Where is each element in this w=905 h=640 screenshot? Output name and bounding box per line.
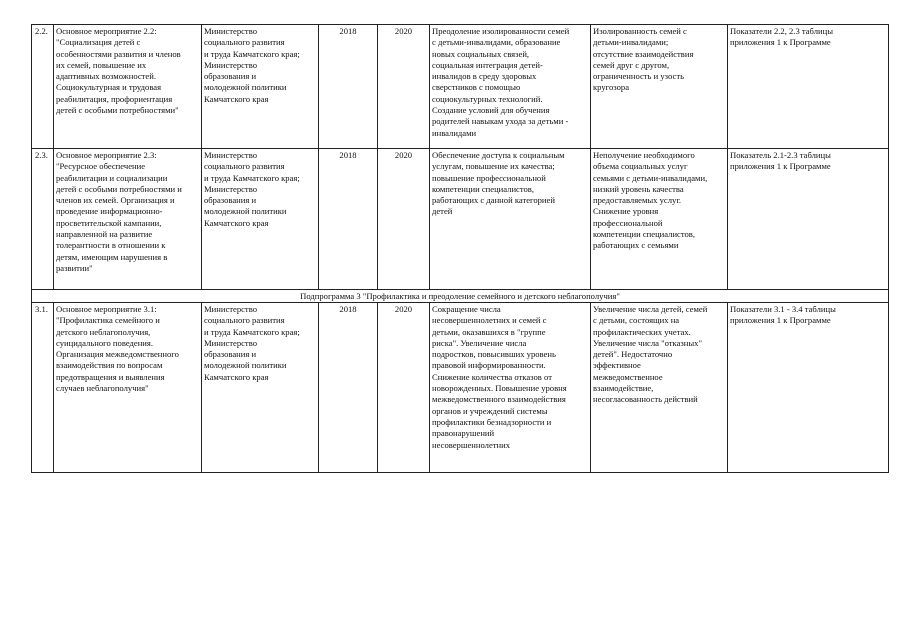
cell-line: правонарушений	[432, 428, 495, 439]
cell-line: Камчатского края	[204, 217, 269, 228]
measure-cell	[54, 25, 202, 149]
cell-line: реабилитации и социализации	[56, 172, 168, 183]
cell-line: образования и	[204, 349, 257, 360]
table-row	[32, 25, 889, 149]
cell-line: подростков, повысивших уровень	[432, 349, 556, 360]
cell-line: молодежной политики	[204, 206, 287, 217]
end-year: 2020	[378, 303, 430, 473]
cell-line: детей с особыми потребностями и	[56, 183, 182, 194]
cell-line: правовой информированности.	[432, 360, 546, 371]
cell-line: семей друг с другом,	[593, 59, 670, 70]
cell-line: предотвращения и выявления	[56, 371, 165, 382]
cell-line: взаимодействие,	[593, 383, 654, 394]
cell-line: кругозора	[593, 82, 630, 93]
cell-line: эффективное	[593, 360, 641, 371]
cell-line: особенностями развития и членов	[56, 48, 181, 59]
cell-line: ограниченность и узость	[593, 71, 685, 82]
table-row	[32, 149, 889, 290]
cell-line: Неполучение необходимого	[593, 150, 695, 160]
expected-result-cell	[430, 25, 591, 149]
cell-line: Организация межведомственного	[56, 349, 179, 360]
cell-line: услугам, повышение их качества;	[432, 161, 555, 172]
cell-line: социальная интеграция детей-	[432, 59, 543, 70]
cell-line: Обеспечение доступа к социальным	[432, 150, 565, 160]
indicators-cell	[728, 25, 889, 149]
subprogram-row	[32, 290, 889, 303]
cell-line: предоставляемых услуг.	[593, 195, 682, 206]
cell-line: Снижение уровня	[593, 206, 659, 217]
cell-line: случаев неблагополучия"	[56, 383, 149, 394]
cell-line: образования и	[204, 195, 257, 206]
expected-result-cell	[430, 303, 591, 473]
cell-line: приложения 1 к Программе	[730, 37, 831, 48]
cell-line: Сокращение числа	[432, 304, 501, 314]
cell-line: и труда Камчатского края;	[204, 172, 300, 183]
measure-cell	[54, 303, 202, 473]
cell-line: взаимодействия по вопросам	[56, 360, 163, 371]
cell-line: Показатели 2.2, 2.3 таблицы	[730, 26, 833, 36]
cell-line: межведомственное	[593, 371, 663, 382]
cell-line: просветительской кампании,	[56, 217, 162, 228]
cell-line: их семей, повышение их	[56, 59, 147, 70]
measure-cell	[54, 149, 202, 290]
cell-line: новорожденных. Повышение уровня	[432, 383, 567, 394]
cell-line: и труда Камчатского края;	[204, 48, 300, 59]
cell-line: образования и	[204, 71, 257, 82]
cell-line: и труда Камчатского края;	[204, 326, 300, 337]
cell-line: Камчатского края	[204, 371, 269, 382]
cell-line: социального развития	[204, 37, 285, 48]
cell-line: риска". Увеличение числа	[432, 337, 527, 348]
cell-line: Министерство	[204, 304, 257, 314]
cell-line: Показатели 3.1 - 3.4 таблицы	[730, 304, 836, 314]
cell-line: толерантности в отношении к	[56, 240, 166, 251]
cell-line: детей с особыми потребностями"	[56, 105, 179, 116]
cell-line: Министерство	[204, 59, 257, 70]
cell-line: отсутствие взаимодействия	[593, 48, 694, 59]
cell-line: низкий уровень качества	[593, 183, 684, 194]
cell-line: детей". Недостаточно	[593, 349, 673, 360]
cell-line: Увеличение числа "отказных"	[593, 337, 702, 348]
cell-line: Увеличение числа детей, семей	[593, 304, 708, 314]
subprogram-title: Подпрограмма 3 "Профилактика и преодоление семейного и детского неблагополучия"	[32, 290, 889, 303]
executor-cell	[202, 149, 319, 290]
cell-line: объема социальных услуг	[593, 161, 688, 172]
cell-line: проведение информационно-	[56, 206, 163, 217]
row-number: 3.1.	[32, 303, 54, 473]
expected-result-cell	[430, 149, 591, 290]
cell-line: развитии"	[56, 262, 93, 273]
cell-line: межведомственного взаимодействия	[432, 394, 566, 405]
cell-line: родителей навыкам ухода за детьми -	[432, 116, 569, 127]
cell-line: профилактических учетах.	[593, 326, 691, 337]
cell-line: адаптивных возможностей.	[56, 71, 156, 82]
cell-line: несогласованность действий	[593, 394, 698, 405]
cell-line: Камчатского края	[204, 93, 269, 104]
executor-cell	[202, 25, 319, 149]
cell-line: "Профилактика семейного и	[56, 315, 160, 326]
cell-line: Снижение количества отказов от	[432, 371, 552, 382]
cell-line: с детьми, состоящих на	[593, 315, 680, 326]
cell-line: приложения 1 к Программе	[730, 315, 831, 326]
cell-line: "Ресурсное обеспечение	[56, 161, 146, 172]
row-number: 2.2.	[32, 25, 54, 149]
cell-line: профессиональной	[593, 217, 663, 228]
cell-line: компетенции специалистов,	[432, 183, 534, 194]
cell-line: реабилитация, профориентация	[56, 93, 173, 104]
cell-line: детьми, оказавшихся в "группе	[432, 326, 546, 337]
cell-line: органов и учреждений системы	[432, 405, 548, 416]
cell-line: социального развития	[204, 161, 285, 172]
cell-line: Основное мероприятие 2.2:	[56, 26, 157, 36]
cell-line: Показатель 2.1-2.3 таблицы	[730, 150, 831, 160]
consequences-cell	[591, 149, 728, 290]
indicators-cell	[728, 303, 889, 473]
cell-line: Изолированность семей с	[593, 26, 687, 36]
cell-line: новых социальных связей,	[432, 48, 530, 59]
cell-line: членов их семей. Организация и	[56, 195, 175, 206]
cell-line: социокультурных технологий.	[432, 93, 543, 104]
cell-line: с детьми-инвалидами, образование	[432, 37, 561, 48]
cell-line: Министерство	[204, 337, 257, 348]
consequences-cell	[591, 303, 728, 473]
document-page	[31, 24, 888, 473]
cell-line: Министерство	[204, 183, 257, 194]
cell-line: сверстников с помощью	[432, 82, 521, 93]
cell-line: детского неблагополучия,	[56, 326, 151, 337]
cell-line: компетенции специалистов,	[593, 229, 695, 240]
end-year: 2020	[378, 25, 430, 149]
start-year: 2018	[319, 303, 378, 473]
cell-line: Создание условий для обучения	[432, 105, 550, 116]
cell-line: несовершеннолетних и семей с	[432, 315, 547, 326]
consequences-cell	[591, 25, 728, 149]
cell-line: суицидального поведения.	[56, 337, 154, 348]
cell-line: инвалидами	[432, 127, 477, 138]
start-year: 2018	[319, 25, 378, 149]
cell-line: социального развития	[204, 315, 285, 326]
cell-line: Основное мероприятие 2.3:	[56, 150, 157, 160]
cell-line: Социокультурная и трудовая	[56, 82, 162, 93]
cell-line: детей	[432, 206, 453, 217]
cell-line: молодежной политики	[204, 360, 287, 371]
cell-line: Министерство	[204, 150, 257, 160]
row-number: 2.3.	[32, 149, 54, 290]
cell-line: семьями с детьми-инвалидами,	[593, 172, 708, 183]
cell-line: Преодоление изолированности семей	[432, 26, 570, 36]
cell-line: профилактики безнадзорности и	[432, 416, 552, 427]
executor-cell	[202, 303, 319, 473]
cell-line: инвалидов в среду здоровых	[432, 71, 537, 82]
cell-line: направленной на развитие	[56, 229, 153, 240]
cell-line: несовершеннолетних	[432, 439, 511, 450]
cell-line: детьми-инвалидами;	[593, 37, 669, 48]
cell-line: детям, имеющим нарушения в	[56, 251, 168, 262]
cell-line: молодежной политики	[204, 82, 287, 93]
indicators-cell	[728, 149, 889, 290]
cell-line: повышение профессиональной	[432, 172, 546, 183]
table-row	[32, 303, 889, 473]
program-measures-table	[31, 24, 889, 473]
cell-line: работающих с данной категорией	[432, 195, 555, 206]
cell-line: работающих с семьями	[593, 240, 679, 251]
cell-line: "Социализация детей с	[56, 37, 141, 48]
cell-line: Министерство	[204, 26, 257, 36]
start-year: 2018	[319, 149, 378, 290]
cell-line: Основное мероприятие 3.1:	[56, 304, 157, 314]
end-year: 2020	[378, 149, 430, 290]
cell-line: приложения 1 к Программе	[730, 161, 831, 172]
